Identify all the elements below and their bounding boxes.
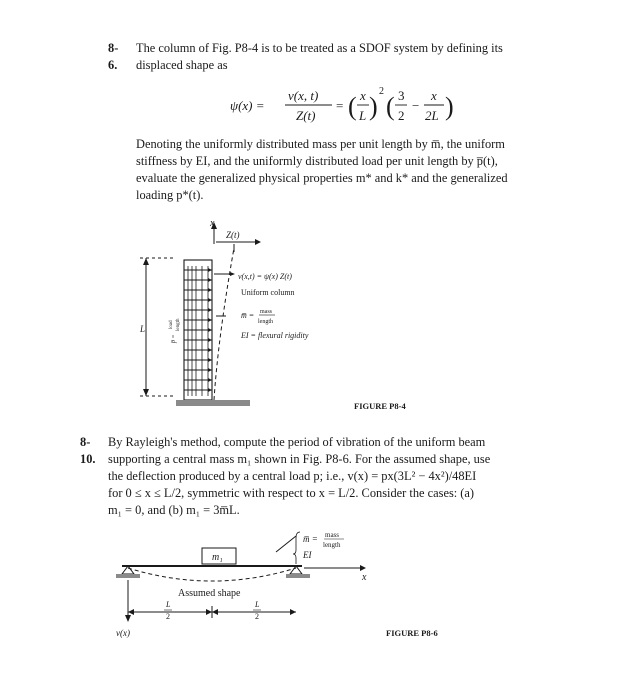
problem-text-line: m₁ = 0, and (b) m₁ = 3m̅L. xyxy=(108,503,240,517)
mass-top: mass xyxy=(260,309,272,315)
eq-equals: = xyxy=(336,98,344,113)
figure-caption: FIGURE P8-6 xyxy=(386,628,438,638)
mass-bot: length xyxy=(323,541,341,549)
figure-p8-6 xyxy=(100,522,560,652)
eq-paren: ) xyxy=(369,92,378,121)
problem-text-line: displaced shape as xyxy=(136,58,228,72)
figure-caption: FIGURE P8-4 xyxy=(354,401,406,411)
mass-label: m̅ = xyxy=(303,534,318,544)
half-span-den: 2 xyxy=(166,612,170,621)
x-label: x xyxy=(362,572,367,583)
problem-text-line: The column of Fig. P8-4 is to be treated as a SDOF system by defining its xyxy=(136,41,503,55)
figure-p8-4 xyxy=(130,218,550,418)
load-bot: length xyxy=(176,318,181,331)
eq-exponent: 2 xyxy=(379,86,384,97)
vx-label: v(x) xyxy=(116,628,130,638)
problem-text-line: loading p*(t). xyxy=(136,188,204,202)
ei-label: EI = flexural rigidity xyxy=(241,331,309,340)
assumed-shape-label: Assumed shape xyxy=(178,588,241,599)
eq-frac-num: 3 xyxy=(398,88,405,103)
eq-numerator: v(x, t) xyxy=(288,88,319,103)
left-support xyxy=(122,566,134,574)
deflected-shape xyxy=(214,248,234,400)
problem-text-line: By Rayleigh's method, compute the period of vibration of the uniform beam xyxy=(108,435,486,449)
m1-label: m₁ xyxy=(212,552,223,563)
problem-text-line: supporting a central mass m₁ shown in Fig. P8-6. For the assumed shape, use xyxy=(108,452,491,466)
half-span-num: L xyxy=(166,600,171,609)
mass-bot: length xyxy=(258,319,273,325)
eq-frac-num: x xyxy=(360,88,366,103)
load-top: load xyxy=(169,320,174,329)
x-label: x xyxy=(210,218,215,229)
eq-frac-den: 2L xyxy=(425,108,439,123)
mass-label: m̅ = xyxy=(241,311,255,320)
problem-number: 8-6. xyxy=(108,41,119,72)
eq-denominator: Z(t) xyxy=(296,108,316,123)
eq-paren: ) xyxy=(445,92,454,121)
right-support xyxy=(290,566,302,574)
z-label: Z(t) xyxy=(226,230,240,240)
eq-frac-den: 2 xyxy=(398,108,405,123)
half-span-den: 2 xyxy=(255,612,259,621)
eq-paren: ( xyxy=(386,92,395,121)
eq-minus: − xyxy=(412,98,420,113)
problem-text-line: stiffness by EI, and the uniformly distributed load per unit length by p̅(t), xyxy=(136,154,498,168)
problem-number: 8-10. xyxy=(80,435,96,466)
eq-frac-num: x xyxy=(431,88,437,103)
displacement-label: v(x,t) = ψ(x) Z(t) xyxy=(238,272,292,281)
half-span-num: L xyxy=(255,600,260,609)
problem-text-line: evaluate the generalized physical properties m* and k* and the generalized xyxy=(136,171,508,185)
problem-text-line: for 0 ≤ x ≤ L/2, symmetric with respect to x = L/2. Consider the cases: (a) xyxy=(108,486,475,500)
problem-text-line: the deflection produced by a central load p; i.e., v(x) = px(3L² − 4x²)/48EI xyxy=(108,469,477,483)
mass-top: mass xyxy=(325,531,339,539)
uniform-column-label: Uniform column xyxy=(241,288,295,297)
problem-text-line: Denoting the uniformly distributed mass per unit length by m̅, the uniform xyxy=(136,137,505,151)
eq-lhs: ψ(x) = xyxy=(230,98,265,113)
ground xyxy=(176,400,250,406)
eq-paren: ( xyxy=(348,92,357,121)
shape-function-equation xyxy=(230,84,470,128)
l-label: L xyxy=(140,324,146,334)
assumed-shape-curve xyxy=(128,568,296,581)
eq-frac-den: L xyxy=(359,108,367,123)
load-lhs: p̅ = xyxy=(171,334,177,343)
ei-label: EI xyxy=(303,550,312,560)
